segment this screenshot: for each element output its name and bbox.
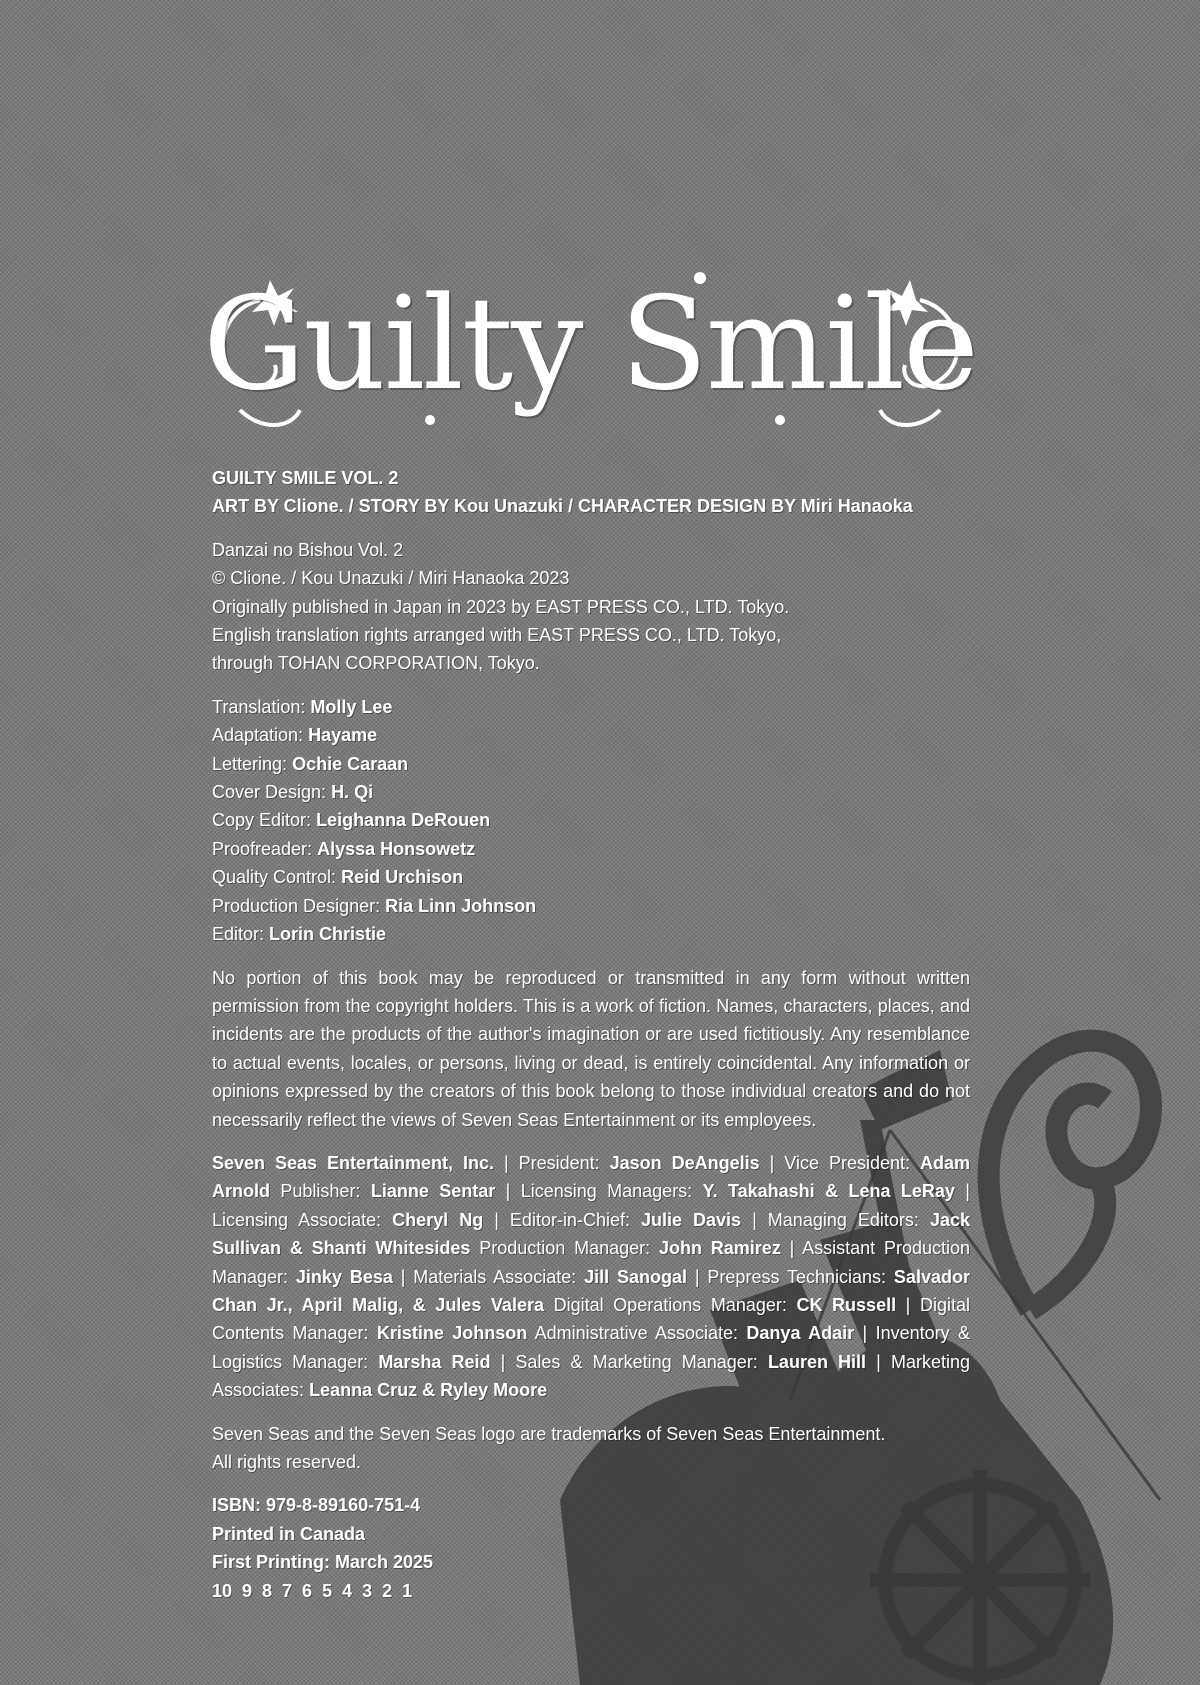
staff-block <box>212 693 970 949</box>
staff-name: Alyssa Honsowetz <box>317 838 476 859</box>
staff-role: Translation: <box>212 696 306 717</box>
printing-block <box>212 1491 970 1605</box>
staff-item <box>212 920 970 948</box>
staff-role: Adaptation: <box>212 725 304 746</box>
staff-name: Hayame <box>308 725 378 746</box>
staff-name: Leighanna DeRouen <box>316 810 491 831</box>
copyright-line: English translation rights arranged with EAST PRESS CO., LTD. Tokyo, <box>212 625 782 646</box>
company-name: Seven Seas Entertainment, Inc. <box>212 1152 494 1173</box>
staff-item <box>212 863 970 891</box>
header-block <box>212 464 970 521</box>
staff-item <box>212 693 970 721</box>
disclaimer: No portion of this book may be reproduced or transmitted in any form without written permission from the copyright holders. This is a work of fiction. Names, characters, places, and incidents are the products of the author's imagination or are used fictitiously. Any resemblance to actual events, locales, or persons, living or dead, is entirely coincidental. Any information or opinions expressed by the creators of this book belong to those individual creators and do not necessarily reflect the views of Seven Seas Entertainment or its employees. <box>212 967 970 1130</box>
staff-item <box>212 750 970 778</box>
staff-role: Proofreader: <box>212 838 313 859</box>
printed-in: Printed in Canada <box>212 1523 366 1544</box>
book-title: GUILTY SMILE VOL. 2 <box>212 468 399 488</box>
staff-role: Quality Control: <box>212 867 337 888</box>
staff-name: Ochie Caraan <box>292 753 409 774</box>
staff-name: Reid Urchison <box>341 867 464 888</box>
trademark-line: Seven Seas and the Seven Seas logo are trademarks of Seven Seas Entertainment. <box>212 1423 886 1444</box>
copyright-line: through TOHAN CORPORATION, Tokyo. <box>212 653 540 674</box>
isbn: ISBN: 979-8-89160-751-4 <box>212 1495 421 1516</box>
staff-role: Lettering: <box>212 753 288 774</box>
logo-title: Guilty Smile <box>203 270 977 419</box>
copyright-line: © Clione. / Kou Unazuki / Miri Hanaoka 2023 <box>212 568 570 589</box>
credits-line: ART BY Clione. / STORY BY Kou Unazuki / CHARACTER DESIGN BY Miri Hanaoka <box>212 496 913 517</box>
staff-name: Lorin Christie <box>269 924 387 945</box>
copyright-line: Danzai no Bishou Vol. 2 <box>212 539 404 560</box>
trademark-line: All rights reserved. <box>212 1452 362 1472</box>
staff-name: H. Qi <box>331 782 374 803</box>
colophon <box>212 464 970 1620</box>
staff-name: Molly Lee <box>310 696 393 717</box>
staff-role: Cover Design: <box>212 782 327 803</box>
staff-item <box>212 778 970 806</box>
staff-item <box>212 721 970 749</box>
staff-role: Copy Editor: <box>212 810 312 831</box>
company-credits: Seven Seas Entertainment, Inc. | President: Jason DeAngelis | Vice President: Adam Arnold Publisher: Lianne Sentar | Licensing Managers: Y. Takahashi & Lena LeRay | Licensing Associate: Cheryl Ng | Editor-in-Chief: Julie Davis | Managing Editors: Jack Sullivan & Shanti Whitesides Production Manager: John Ramirez | Assistant Production Manager: Jinky Besa | Materials Associate: Jill Sanogal | Prepress Technicians: Salvador Chan Jr., April Malig, & Jules Valera Digital Operations Manager: CK Russell | Digital Contents Manager: Kristine Johnson Administrative Associate: Danya Adair | Inventory & Logistics Manager: Marsha Reid | Sales & Marketing Manager: Lauren Hill | Marketing Associates: Leanna Cruz & Ryley Moore <box>212 1152 971 1401</box>
staff-item <box>212 892 970 920</box>
copyright-line: Originally published in Japan in 2023 by EAST PRESS CO., LTD. Tokyo. <box>212 596 790 617</box>
trademark-block <box>212 1420 970 1477</box>
staff-item <box>212 835 970 863</box>
staff-name: Ria Linn Johnson <box>385 895 537 916</box>
staff-role: Editor: <box>212 924 265 945</box>
staff-role: Production Designer: <box>212 895 381 916</box>
copyright-block <box>212 536 970 678</box>
staff-item <box>212 806 970 834</box>
printer-key: 10 9 8 7 6 5 4 3 2 1 <box>212 1580 413 1601</box>
first-printing: First Printing: March 2025 <box>212 1552 434 1573</box>
title-logo <box>200 270 980 450</box>
